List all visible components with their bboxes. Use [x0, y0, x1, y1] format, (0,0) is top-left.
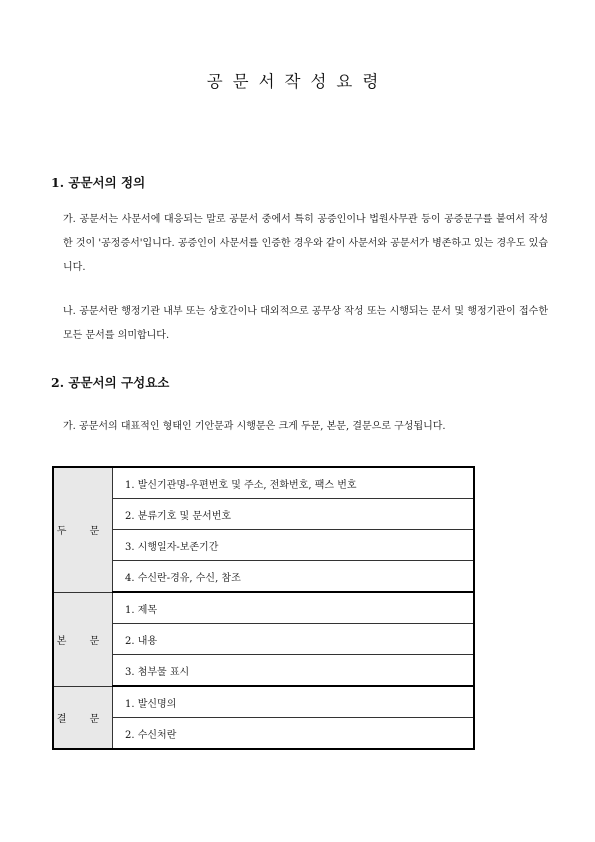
table-row	[53, 499, 474, 530]
table-cell: 1. 발신명의	[113, 686, 475, 718]
table-row	[53, 467, 474, 499]
table-cell: 2. 수신처란	[113, 718, 475, 750]
table-cell: 1. 제목	[113, 592, 475, 624]
table-row	[53, 592, 474, 624]
section-heading-definition: 1. 공문서의 정의	[51, 175, 146, 190]
paragraph-text: 공문서는 사문서에 대응되는 말로 공문서 중에서 특히 공증인이나 법원사무관 등이 공증문구를 붙여서 작성한 것이 '공정증서'입니다. 공증인이 사문서를 인증한 경우와 같이 사문서와 공문서가 병존하고 있는 경우도 있습니다.	[63, 214, 548, 273]
table-row	[53, 686, 474, 718]
paragraph-marker: 가.	[63, 214, 76, 225]
table-row	[53, 561, 474, 593]
table-cell: 1. 발신기관명-우편번호 및 주소, 전화번호, 팩스 번호	[113, 467, 475, 499]
group-label-closing: 결 문	[53, 686, 113, 749]
table-row	[53, 530, 474, 561]
table-row	[53, 718, 474, 750]
paragraph-definition-na	[63, 300, 548, 348]
table-cell: 3. 시행일자-보존기간	[113, 530, 475, 561]
table-cell: 2. 분류기호 및 문서번호	[113, 499, 475, 530]
section-heading-components: 2. 공문서의 구성요소	[51, 375, 170, 390]
paragraph-text: 공문서의 대표적인 형태인 기안문과 시행문은 크게 두문, 본문, 결문으로 구성됩니다.	[79, 421, 446, 432]
group-label-header: 두 문	[53, 467, 113, 592]
group-label-body: 본 문	[53, 592, 113, 686]
paragraph-marker: 가.	[63, 421, 76, 432]
document-title: 공문서작성요령	[206, 72, 389, 91]
table-row	[53, 624, 474, 655]
table-row	[53, 655, 474, 687]
table-cell: 2. 내용	[113, 624, 475, 655]
paragraph-definition-ga	[63, 208, 548, 280]
paragraph-components-ga	[63, 415, 548, 439]
paragraph-text: 공문서란 행정기관 내부 또는 상호간이나 대외적으로 공무상 작성 또는 시행되는 문서 및 행정기관이 접수한 모든 문서를 의미합니다.	[63, 306, 548, 341]
structure-table	[52, 466, 475, 750]
table-cell: 4. 수신란-경유, 수신, 참조	[113, 561, 475, 593]
paragraph-marker: 나.	[63, 306, 76, 317]
table-cell: 3. 첨부물 표시	[113, 655, 475, 687]
